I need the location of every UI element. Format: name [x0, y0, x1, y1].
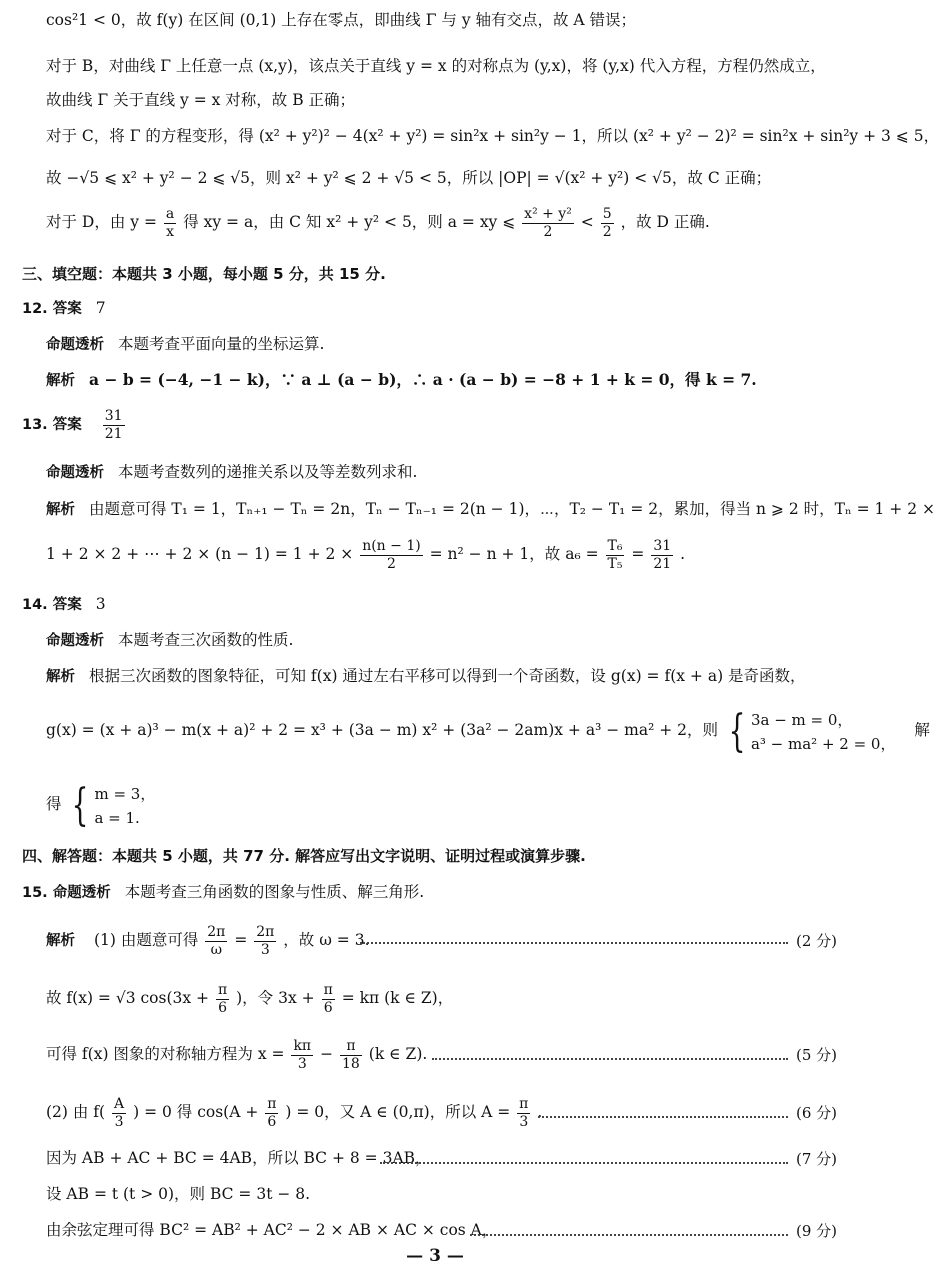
- text-line: 对于 B，对曲线 Γ 上任意一点 (x,y)，该点关于直线 y = x 的对称点为 (y,x)，将 (y,x) 代入方程，方程仍然成立，: [46, 57, 826, 75]
- text-line: 对于 C，将 Γ 的方程变形，得 (x² + y²)² − 4(x² + y²) = sin²x + sin²y − 1，所以 (x² + y² − 2)² = sin²x + sin²y + 3 ⩽ 5，: [46, 127, 939, 145]
- answer-line: 12. 答案 7: [22, 299, 106, 317]
- analysis-topic: 命题透析 本题考查数列的递推关系以及等差数列求和.: [46, 463, 418, 481]
- text-line: 故 −√5 ⩽ x² + y² − 2 ⩽ √5，则 x² + y² ⩽ 2 + √5 < 5，所以 |OP| = √(x² + y²) < √5，故 C 正确；: [46, 169, 772, 187]
- analysis-line: 故 f(x) = √3 cos(3x + $\frac{\pi}{6}$ )，令 3x + $\frac{\pi}{6}$ = kπ (k ∈ Z)，: [46, 981, 454, 1016]
- fraction: $\frac{\text{T₆}}{\text{T₅}}$: [607, 537, 623, 572]
- score: (2 分): [796, 932, 838, 950]
- analysis-topic: 命题透析 本题考查三次函数的性质.: [46, 631, 294, 649]
- section-heading: 四、解答题：本题共 5 小题，共 77 分. 解答应写出文字说明、证明过程或演算步骤.: [22, 847, 586, 865]
- section-heading: 三、填空题：本题共 3 小题，每小题 5 分，共 15 分.: [22, 265, 386, 283]
- leader-dots: [360, 942, 788, 944]
- fraction: $\frac{\pi}{6}$: [217, 981, 228, 1016]
- answer-line: 15. 命题透析 本题考查三角函数的图象与性质、解三角形.: [22, 883, 425, 901]
- leader-dots: [470, 1234, 788, 1236]
- fraction: $\frac{31}{21}$: [653, 537, 672, 572]
- score: (5 分): [796, 1046, 838, 1064]
- score: (9 分): [796, 1222, 838, 1240]
- answer-line: 13. 答案 $\frac{31}{21}$: [22, 407, 123, 442]
- fraction: $\frac{a}{x}$: [165, 205, 175, 240]
- fraction: $\frac{\pi}{6}$: [267, 1095, 277, 1130]
- analysis-line: 因为 AB + AC + BC = 4AB，所以 BC + 8 = 3AB，: [46, 1149, 431, 1167]
- analysis-line: 由余弦定理可得 BC² = AB² + AC² − 2 × AB × AC × cos A，: [46, 1221, 498, 1239]
- text-line: cos²1 < 0，故 f(y) 在区间 (0,1) 上存在零点，即曲线 Γ 与 y 轴有交点，故 A 错误；: [46, 11, 637, 29]
- analysis-line: 解析 根据三次函数的图象特征，可知 f(x) 通过左右平移可以得到一个奇函数，设 g(x) = f(x + a) 是奇函数，: [46, 667, 806, 685]
- fraction: $\frac{2\pi}{\omega}$: [207, 923, 226, 958]
- equation-system: { m = 3， a = 1.: [72, 780, 156, 831]
- analysis-line: 1 + 2 × 2 + ⋯ + 2 × (n − 1) = 1 + 2 × $\frac{n(n - 1)}{2}$ = n² − n + 1，故 a₆ = $\frac{\text{T₆}}{\text{T₅}}$ = $\frac{31}{21}$ .: [46, 537, 686, 572]
- page-number: — 3 —: [406, 1246, 464, 1266]
- analysis-line: 得 { m = 3， a = 1.: [46, 776, 155, 833]
- fraction: $\frac{A}{3}$: [114, 1095, 125, 1130]
- leader-dots: [432, 1058, 788, 1060]
- fraction: $\frac{k\pi}{3}$: [293, 1037, 312, 1072]
- analysis-line: 解析 由题意可得 T₁ = 1，Tₙ₊₁ − Tₙ = 2n，Tₙ − Tₙ₋₁ = 2(n − 1)，⋯，T₂ − T₁ = 2，累加，得当 n ⩾ 2 时，Tₙ = 1 + 2 ×: [46, 500, 936, 518]
- score: (6 分): [796, 1104, 838, 1122]
- equation-system: { 3a − m = 0， a³ − ma² + 2 = 0，: [728, 706, 896, 757]
- analysis-line: g(x) = (x + a)³ − m(x + a)² + 2 = x³ + (3a − m) x² + (3a² − 2am)x + a³ − ma² + 2，则 { 3a − m = 0， a³ − ma² + 2 = 0， 解: [46, 702, 930, 759]
- score: (7 分): [796, 1150, 838, 1168]
- answer-line: 14. 答案 3: [22, 595, 106, 613]
- fraction: $\frac{31}{21}$: [104, 407, 123, 442]
- analysis-line: 设 AB = t (t > 0)，则 BC = 3t − 8.: [46, 1185, 311, 1203]
- fraction: $\frac{\text{x² + y²}}{2}$: [524, 205, 572, 240]
- leader-dots: [538, 1116, 788, 1118]
- fraction: $\frac{\pi}{6}$: [323, 981, 333, 1016]
- text-line: 故曲线 Γ 关于直线 y = x 对称，故 B 正确；: [46, 91, 356, 109]
- analysis-line: 解析 a − b = (−4, −1 − k)，∵ a ⊥ (a − b)，∴ a · (a − b) = −8 + 1 + k = 0，得 k = 7.: [46, 370, 757, 389]
- analysis-line: 解析 (1) 由题意可得 $\frac{2\pi}{\omega}$ = $\frac{2\pi}{3}$ ，故 ω = 3.: [46, 923, 370, 958]
- fraction: $\frac{n(n - 1)}{2}$: [362, 537, 421, 572]
- fraction: $\frac{\pi}{18}$: [342, 1037, 360, 1072]
- text-line-d: 对于 D，由 y = $\frac{a}{x}$ 得 xy = a，由 C 知 x² + y² < 5，则 a = xy ⩽ $\frac{\text{x² + y²}}{2}$ < $\frac{5}{2}$ ，故 D 正确.: [46, 205, 710, 240]
- leader-dots: [380, 1162, 788, 1164]
- fraction: $\frac{5}{2}$: [602, 205, 612, 240]
- fraction: $\frac{\pi}{3}$: [519, 1095, 529, 1130]
- analysis-line: (2) 由 f( $\frac{A}{3}$ ) = 0 得 cos(A + $\frac{\pi}{6}$ ) = 0，又 A ∈ (0,π)，所以 A = $\frac{\pi}{3}$ .: [46, 1095, 543, 1130]
- fraction: $\frac{2\pi}{3}$: [256, 923, 275, 958]
- analysis-line: 可得 f(x) 图象的对称轴方程为 x = $\frac{k\pi}{3}$ − $\frac{\pi}{18}$ (k ∈ Z).: [46, 1037, 428, 1072]
- analysis-topic: 命题透析 本题考查平面向量的坐标运算.: [46, 335, 325, 353]
